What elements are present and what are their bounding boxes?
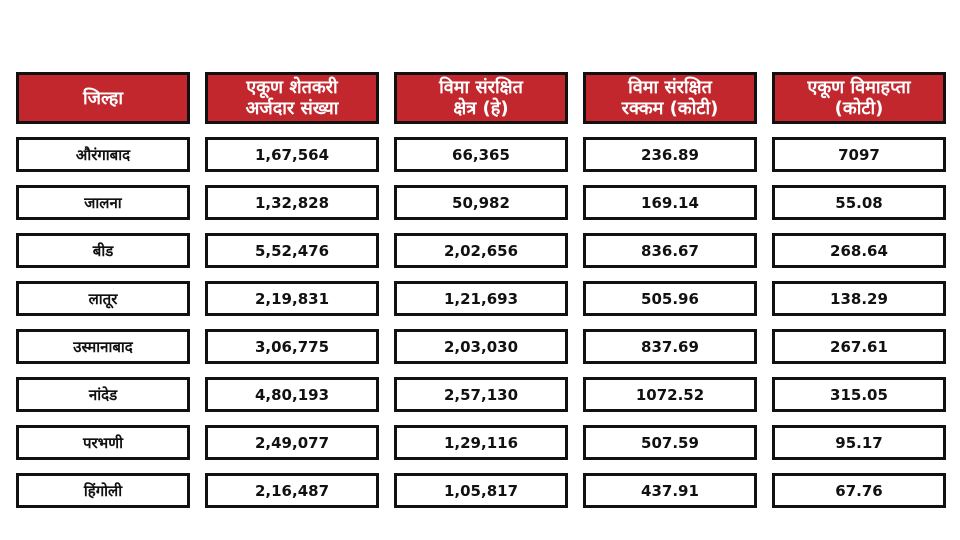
cell-farmers: 1,32,828 [205,185,379,220]
header-label: जिल्हा [83,87,123,109]
table-row [16,233,947,268]
cell-district: नांदेड [16,377,190,412]
table-row [16,185,947,220]
cell-amount: 437.91 [583,473,757,508]
cell-area: 1,05,817 [394,473,568,508]
cell-district: उस्मानाबाद [16,329,190,364]
cell-farmers: 2,49,077 [205,425,379,460]
cell-amount: 1072.52 [583,377,757,412]
cell-area: 2,02,656 [394,233,568,268]
header-insured-area [394,72,568,124]
cell-district: औरंगाबाद [16,137,190,172]
cell-premium: 7097 [772,137,946,172]
cell-amount: 505.96 [583,281,757,316]
cell-district: बीड [16,233,190,268]
cell-area: 1,29,116 [394,425,568,460]
cell-farmers: 2,19,831 [205,281,379,316]
table-row [16,281,947,316]
cell-farmers: 3,06,775 [205,329,379,364]
cell-district: हिंगोली [16,473,190,508]
cell-amount: 169.14 [583,185,757,220]
cell-premium: 315.05 [772,377,946,412]
header-label: विमा संरक्षित क्षेत्र (हे) [439,77,523,119]
cell-premium: 67.76 [772,473,946,508]
table-row [16,473,947,508]
header-insured-amount [583,72,757,124]
header-district [16,72,190,124]
table-header-row [16,72,947,124]
header-label: एकूण विमाहप्ता (कोटी) [807,77,911,119]
cell-district: परभणी [16,425,190,460]
cell-farmers: 1,67,564 [205,137,379,172]
cell-farmers: 4,80,193 [205,377,379,412]
cell-area: 2,57,130 [394,377,568,412]
cell-amount: 836.67 [583,233,757,268]
cell-farmers: 2,16,487 [205,473,379,508]
cell-district: लातूर [16,281,190,316]
cell-premium: 267.61 [772,329,946,364]
cell-farmers: 5,52,476 [205,233,379,268]
table-row [16,425,947,460]
cell-premium: 268.64 [772,233,946,268]
cell-area: 1,21,693 [394,281,568,316]
cell-district: जालना [16,185,190,220]
cell-premium: 138.29 [772,281,946,316]
header-label: विमा संरक्षित रक्कम (कोटी) [621,77,719,119]
cell-area: 66,365 [394,137,568,172]
cell-premium: 55.08 [772,185,946,220]
header-total-farmers [205,72,379,124]
cell-amount: 236.89 [583,137,757,172]
header-total-premium [772,72,946,124]
cell-amount: 837.69 [583,329,757,364]
table-row [16,377,947,412]
table-row [16,329,947,364]
cell-premium: 95.17 [772,425,946,460]
table-row [16,137,947,172]
insurance-table [16,72,947,521]
cell-amount: 507.59 [583,425,757,460]
cell-area: 2,03,030 [394,329,568,364]
cell-area: 50,982 [394,185,568,220]
header-label: एकूण शेतकरी अर्जदार संख्या [245,77,339,119]
